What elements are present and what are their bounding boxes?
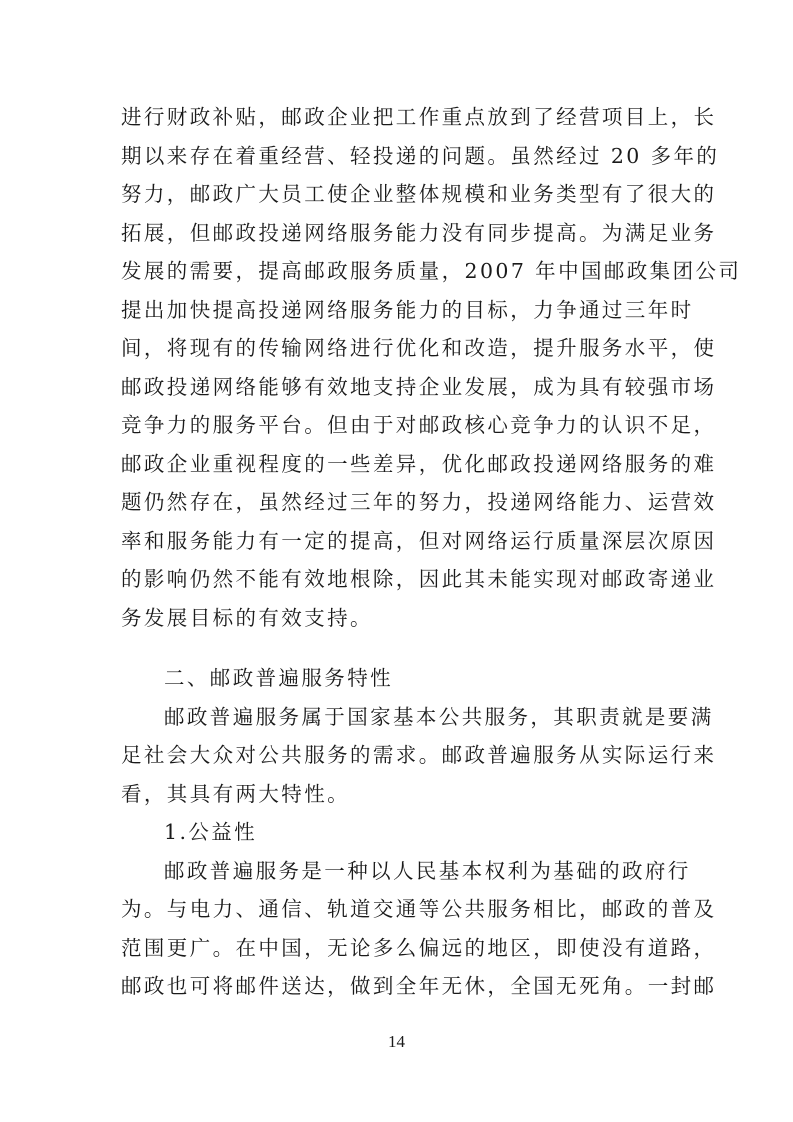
text-line: 拓展，但邮政投递网络服务能力没有同步提高。为满足业务 [121, 221, 717, 245]
text-line: 提出加快提高投递网络服务能力的目标，力争通过三年时 [121, 298, 694, 322]
text-line: 足社会大众对公共服务的需求。邮政普遍服务从实际运行来 [121, 743, 717, 767]
text-line: 努力，邮政广大员工使企业整体规模和业务类型有了很大的 [121, 182, 717, 206]
text-line: 题仍然存在，虽然经过三年的努力，投递网络能力、运营效 [121, 490, 717, 514]
text-line: 间，将现有的传输网络进行优化和改造，提升服务水平，使 [121, 336, 717, 360]
text-line: 邮政普遍服务是一种以人民基本权利为基础的政府行 [164, 859, 691, 883]
section-heading: 二、邮政普遍服务特性 [164, 666, 393, 690]
text-line: 邮政企业重视程度的一些差异，优化邮政投递网络服务的难 [121, 452, 717, 476]
text-line: 进行财政补贴，邮政企业把工作重点放到了经营项目上，长 [121, 105, 717, 129]
subheading: 1.公益性 [164, 820, 258, 844]
text-line: 为。与电力、通信、轨道交通等公共服务相比，邮政的普及 [121, 897, 717, 921]
text-line: 期以来存在着重经营、轻投递的问题。虽然经过 20 多年的 [121, 144, 720, 168]
page-number: 14 [388, 1032, 405, 1051]
text-line: 的影响仍然不能有效地根除，因此其未能实现对邮政寄递业 [121, 567, 717, 591]
text-line: 竞争力的服务平台。但由于对邮政核心竞争力的认识不足， [121, 413, 717, 437]
text-line: 发展的需要，提高邮政服务质量，2007 年中国邮政集团公司 [121, 259, 742, 283]
text-line: 邮政也可将邮件送达，做到全年无休，全国无死角。一封邮 [121, 974, 717, 998]
text-line: 邮政投递网络能够有效地支持企业发展，成为具有较强市场 [121, 375, 717, 399]
text-line: 看，其具有两大特性。 [121, 782, 350, 806]
text-line: 邮政普遍服务属于国家基本公共服务，其职责就是要满 [164, 705, 714, 729]
text-line: 务发展目标的有效支持。 [121, 606, 373, 630]
text-line: 率和服务能力有一定的提高，但对网络运行质量深层次原因 [121, 529, 717, 553]
text-line: 范围更广。在中国，无论多么偏远的地区，即使没有道路， [121, 936, 717, 960]
